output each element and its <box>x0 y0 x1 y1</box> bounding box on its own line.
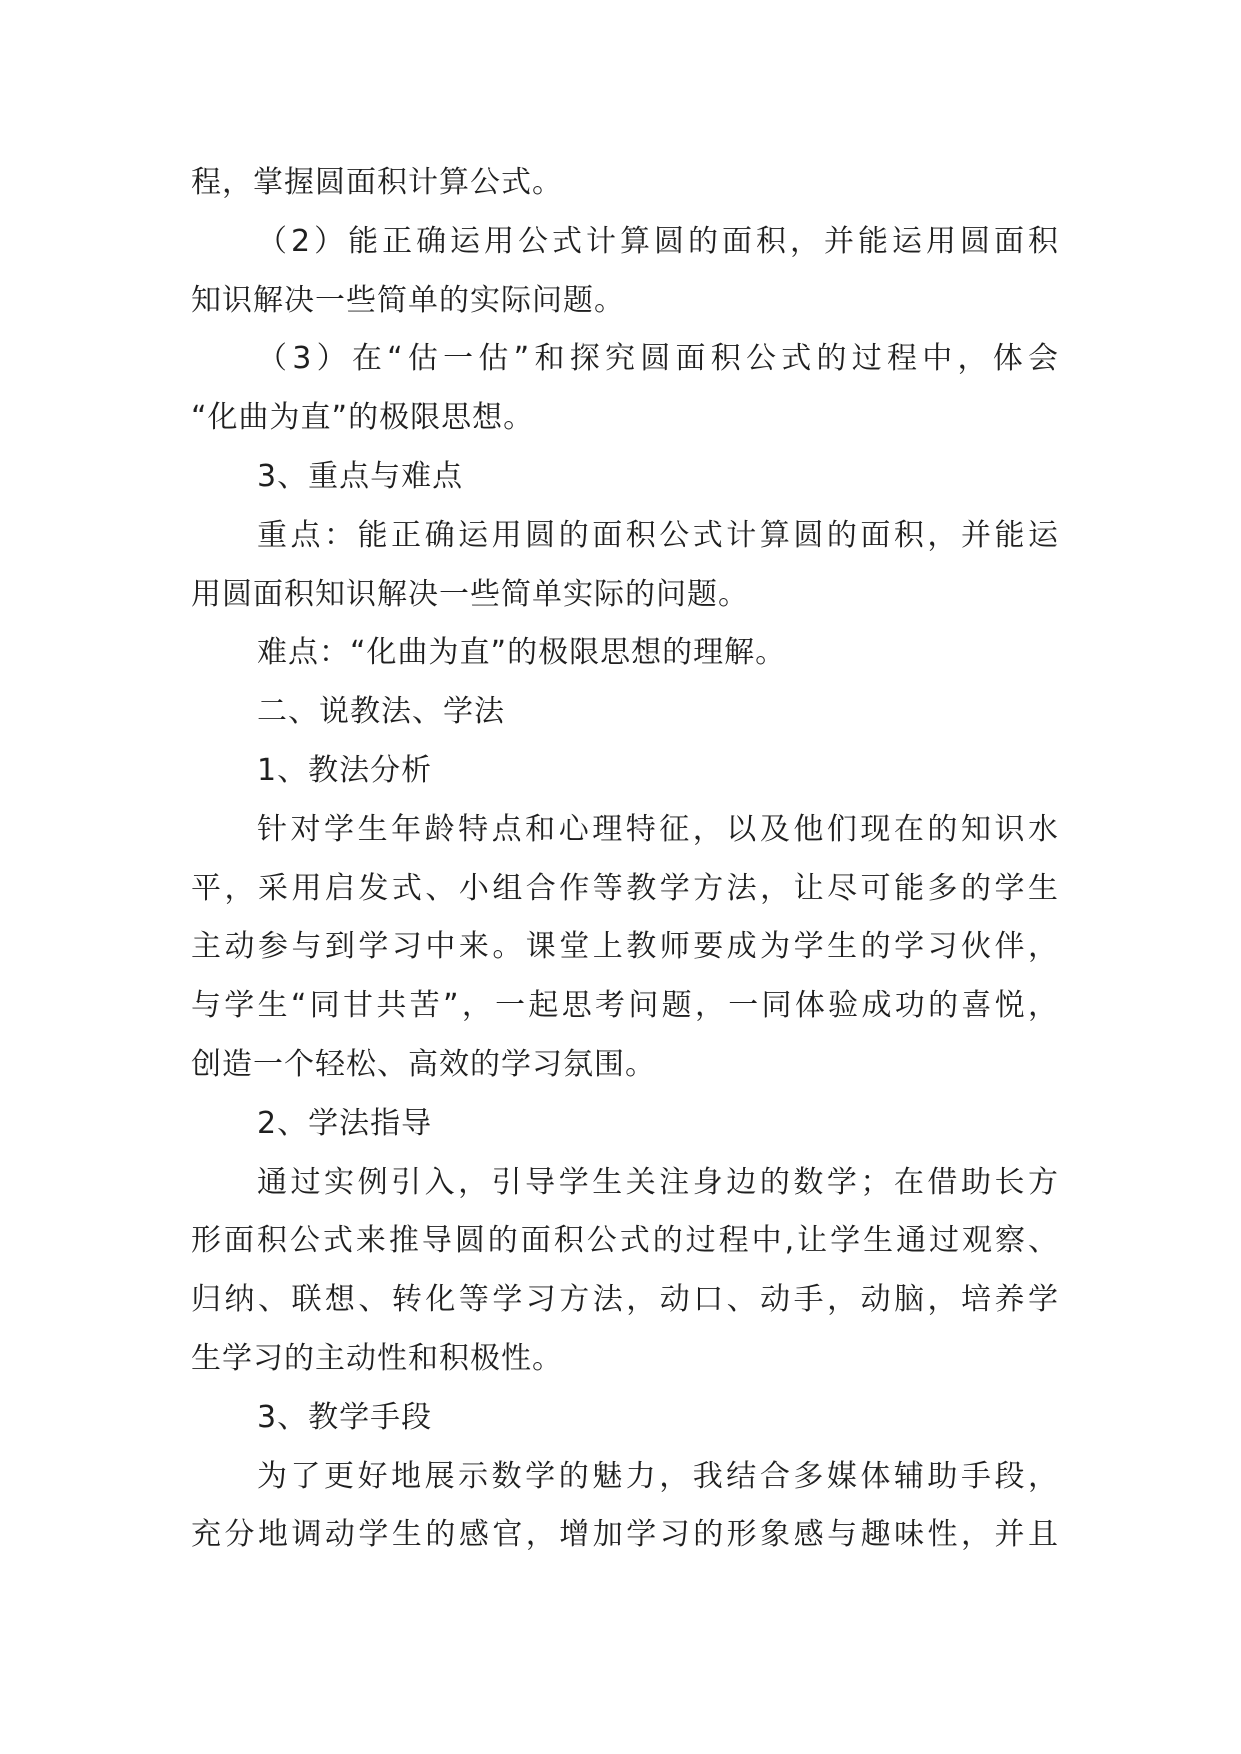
text-line: 创造一个轻松、高效的学习氛围。 <box>191 1046 656 1082</box>
text-line: 针对学生年龄特点和心理特征，以及他们现在的知识水 <box>257 811 1059 847</box>
paragraph <box>191 330 1059 448</box>
section-heading <box>191 1095 1059 1154</box>
paragraph <box>191 154 1059 213</box>
text-line: 主动参与到学习中来。课堂上教师要成为学生的学习伙伴， <box>191 929 1059 965</box>
text-line: “化曲为直”的极限思想。 <box>191 400 535 436</box>
text-line: 为了更好地展示数学的魅力，我结合多媒体辅助手段， <box>257 1458 1059 1494</box>
text-line: 生学习的主动性和积极性。 <box>191 1340 563 1376</box>
text-line: 知识解决一些简单的实际问题。 <box>191 282 625 318</box>
text-line: 充分地调动学生的感官，增加学习的形象感与趣味性，并且 <box>191 1517 1059 1553</box>
text-line: （3）在“估一估”和探究圆面积公式的过程中，体会 <box>257 341 1059 377</box>
paragraph <box>191 801 1059 1095</box>
paragraph <box>191 1448 1059 1566</box>
text-line: （2）能正确运用公式计算圆的面积，并能运用圆面积 <box>257 223 1059 259</box>
section-heading <box>191 683 1059 742</box>
text-line: 二、说教法、学法 <box>257 694 505 730</box>
text-line: 重点：能正确运用圆的面积公式计算圆的面积，并能运 <box>257 517 1059 553</box>
text-line: 3、教学手段 <box>257 1399 433 1435</box>
text-line: 3、重点与难点 <box>257 458 464 494</box>
paragraph <box>191 507 1059 625</box>
paragraph <box>191 213 1059 331</box>
section-heading <box>191 742 1059 801</box>
text-line: 难点：“化曲为直”的极限思想的理解。 <box>257 635 787 671</box>
document-page <box>191 154 1059 1565</box>
section-heading <box>191 448 1059 507</box>
text-line: 2、学法指导 <box>257 1105 433 1141</box>
text-line: 平，采用启发式、小组合作等教学方法，让尽可能多的学生 <box>191 870 1059 906</box>
text-line: 用圆面积知识解决一些简单实际的问题。 <box>191 576 749 612</box>
paragraph <box>191 624 1059 683</box>
text-line: 形面积公式来推导圆的面积公式的过程中,让学生通过观察、 <box>191 1223 1059 1259</box>
text-line: 与学生“同甘共苦”，一起思考问题，一同体验成功的喜悦， <box>191 988 1059 1024</box>
text-line: 程，掌握圆面积计算公式。 <box>191 165 563 200</box>
text-line: 归纳、联想、转化等学习方法，动口、动手，动脑，培养学 <box>191 1282 1059 1318</box>
paragraph <box>191 1154 1059 1389</box>
section-heading <box>191 1389 1059 1448</box>
text-line: 1、教法分析 <box>257 752 433 788</box>
text-line: 通过实例引入，引导学生关注身边的数学；在借助长方 <box>257 1164 1059 1200</box>
